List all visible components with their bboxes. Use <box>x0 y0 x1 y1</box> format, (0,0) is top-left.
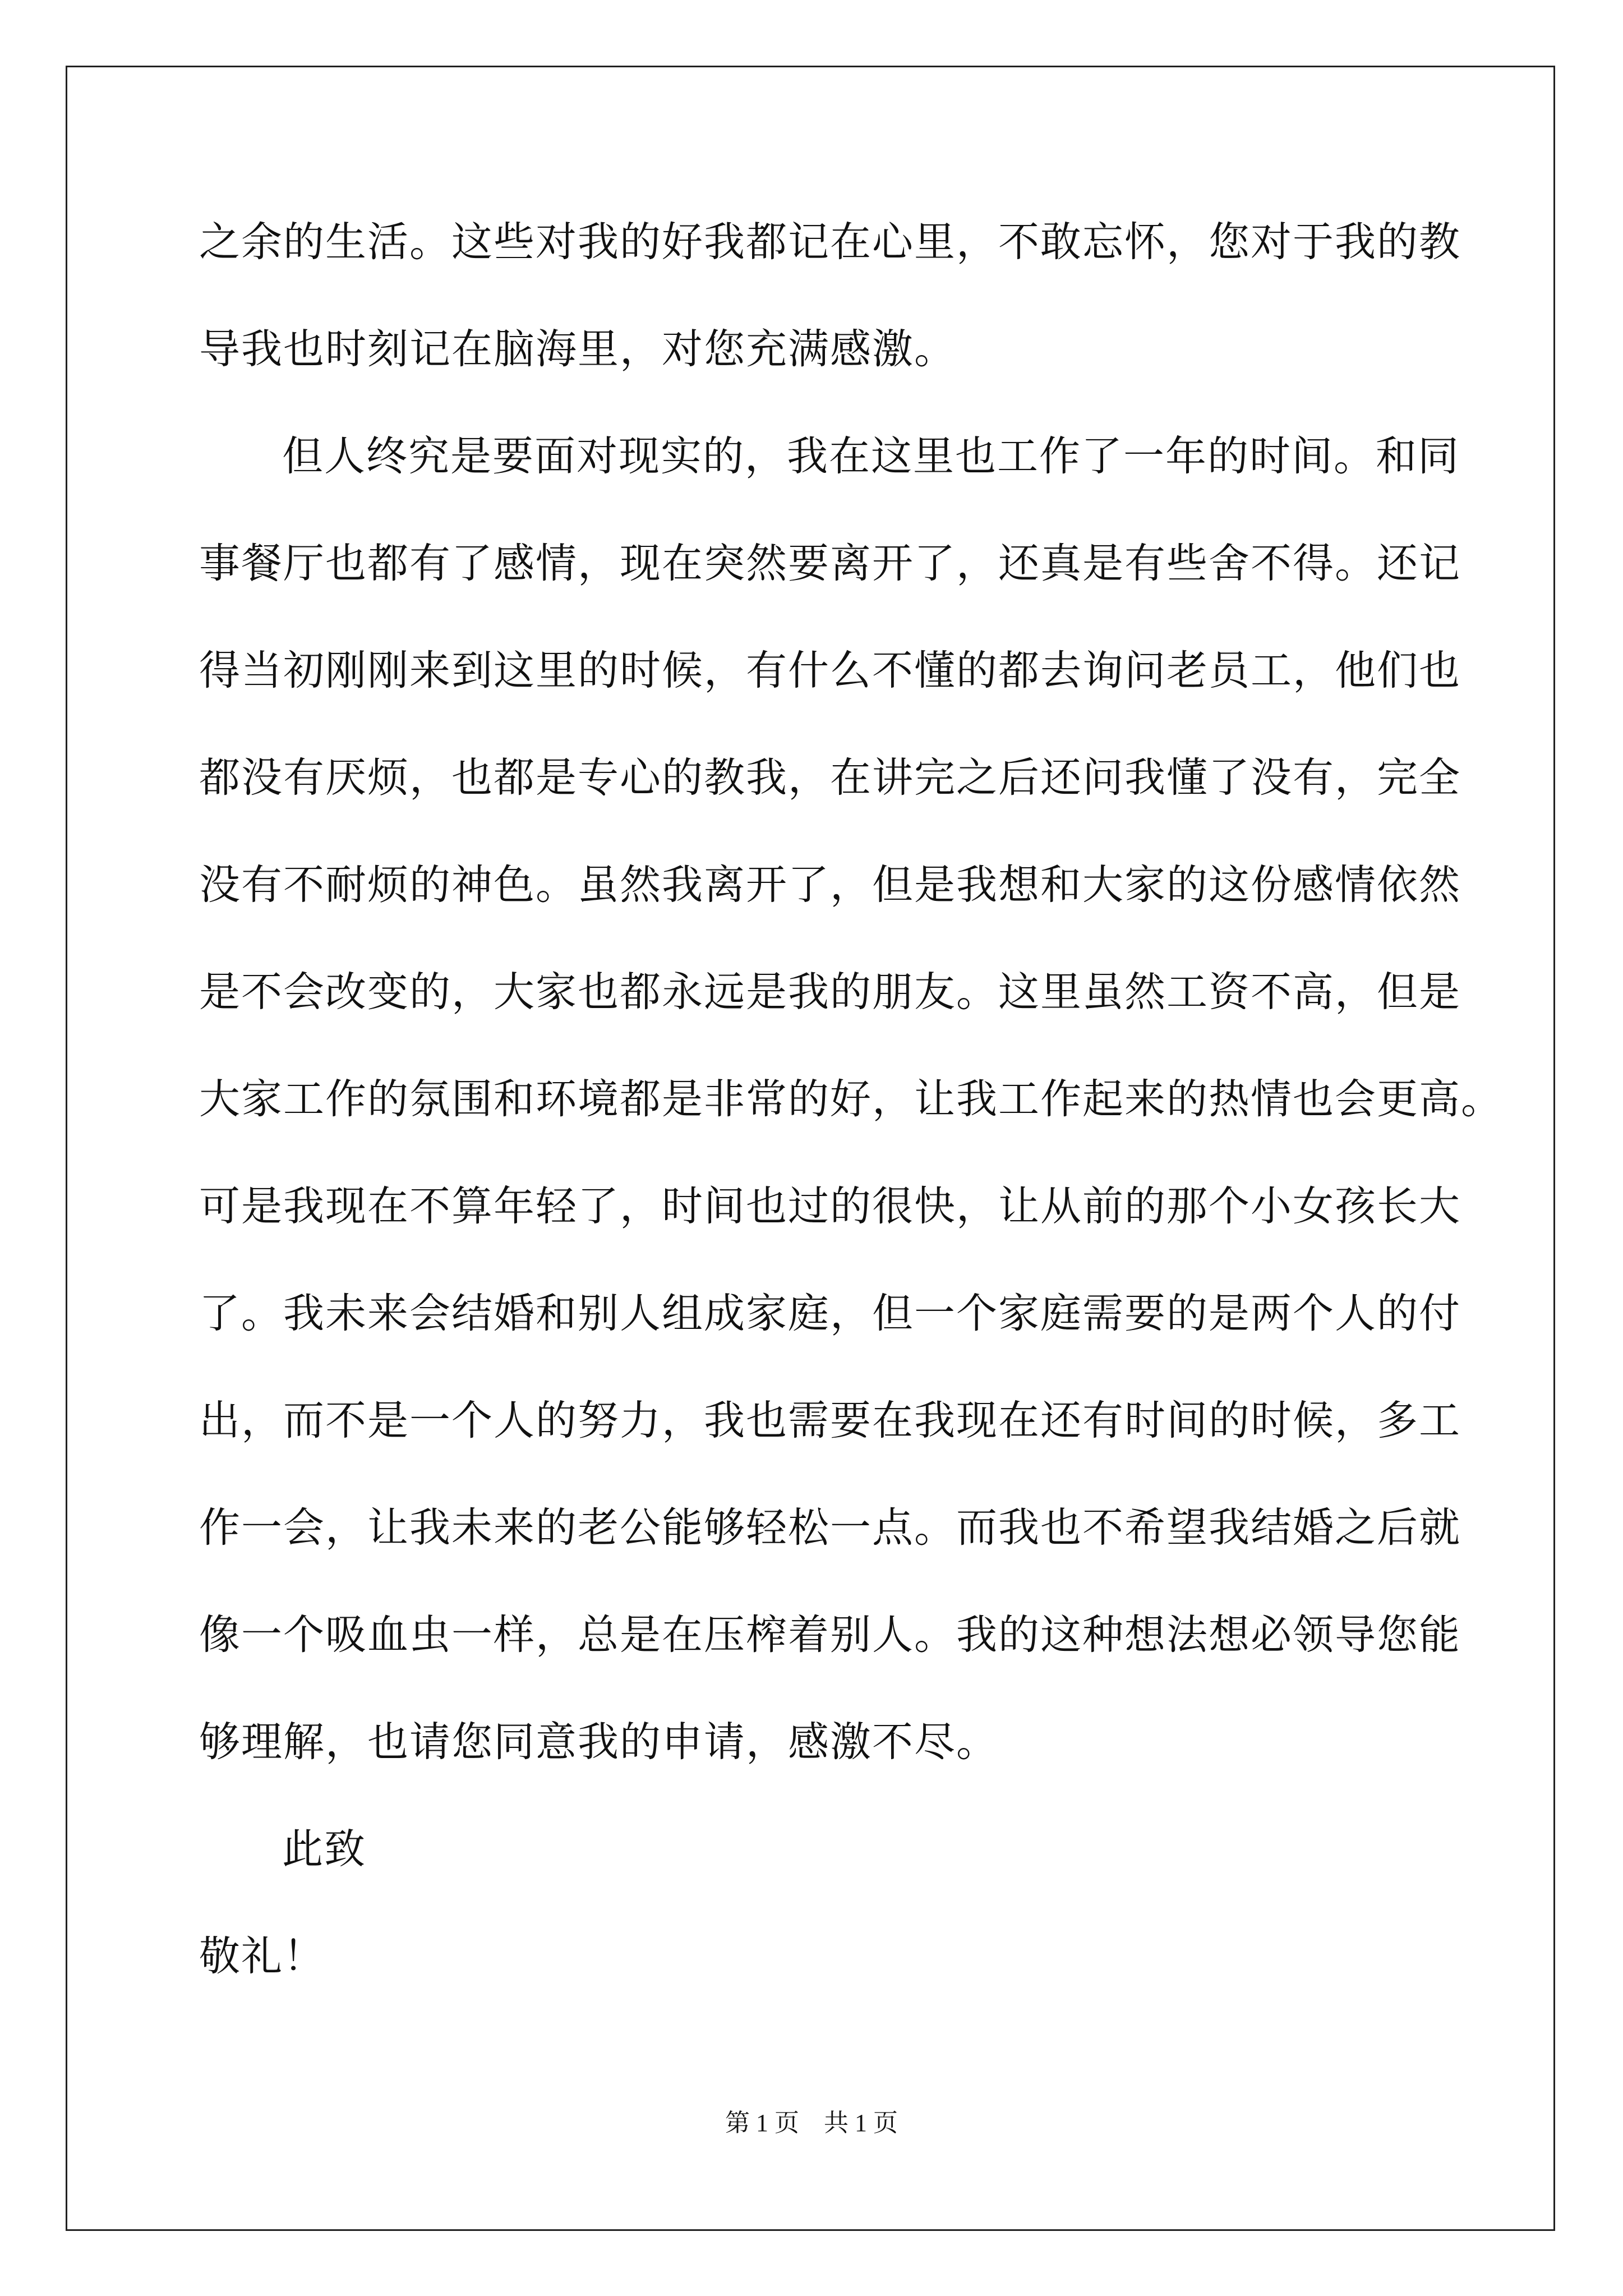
text-line: 但人终究是要面对现实的，我在这里也工作了一年的时间。和同 <box>282 432 1460 480</box>
text-line: 作一会，让我未来的老公能够轻松一点。而我也不希望我结婚之后就 <box>199 1504 1461 1552</box>
text-line: 是不会改变的，大家也都永远是我的朋友。这里虽然工资不高，但是 <box>199 968 1461 1016</box>
page-number: 第 1 页 共 1 页 <box>725 2109 898 2137</box>
page-border <box>66 66 1555 2231</box>
text-line: 够理解，也请您同意我的申请，感激不尽。 <box>199 1718 998 1766</box>
text-line: 导我也时刻记在脑海里，对您充满感激。 <box>199 325 956 373</box>
text-line: 大家工作的氛围和环境都是非常的好，让我工作起来的热情也会更高。 <box>199 1075 1503 1123</box>
text-line: 像一个吸血虫一样，总是在压榨着别人。我的这种想法想必领导您能 <box>199 1611 1461 1659</box>
closing-regards: 敬礼！ <box>199 1932 325 1980</box>
text-line: 都没有厌烦，也都是专心的教我，在讲完之后还问我懂了没有，完全 <box>199 754 1461 802</box>
text-line: 之余的生活。这些对我的好我都记在心里，不敢忘怀，您对于我的教 <box>199 218 1461 266</box>
text-line: 事餐厅也都有了感情，现在突然要离开了，还真是有些舍不得。还记 <box>199 540 1461 587</box>
text-line: 可是我现在不算年轻了，时间也过的很快，让从前的那个小女孩长大 <box>199 1182 1461 1230</box>
text-line: 没有不耐烦的神色。虽然我离开了，但是我想和大家的这份感情依然 <box>199 861 1461 909</box>
text-line: 了。我未来会结婚和别人组成家庭，但一个家庭需要的是两个人的付 <box>199 1290 1461 1337</box>
closing-salutation: 此致 <box>282 1825 366 1873</box>
text-line: 出，而不是一个人的努力，我也需要在我现在还有时间的时候，多工 <box>199 1397 1461 1444</box>
text-line: 得当初刚刚来到这里的时候，有什么不懂的都去询问老员工，他们也 <box>199 647 1461 694</box>
